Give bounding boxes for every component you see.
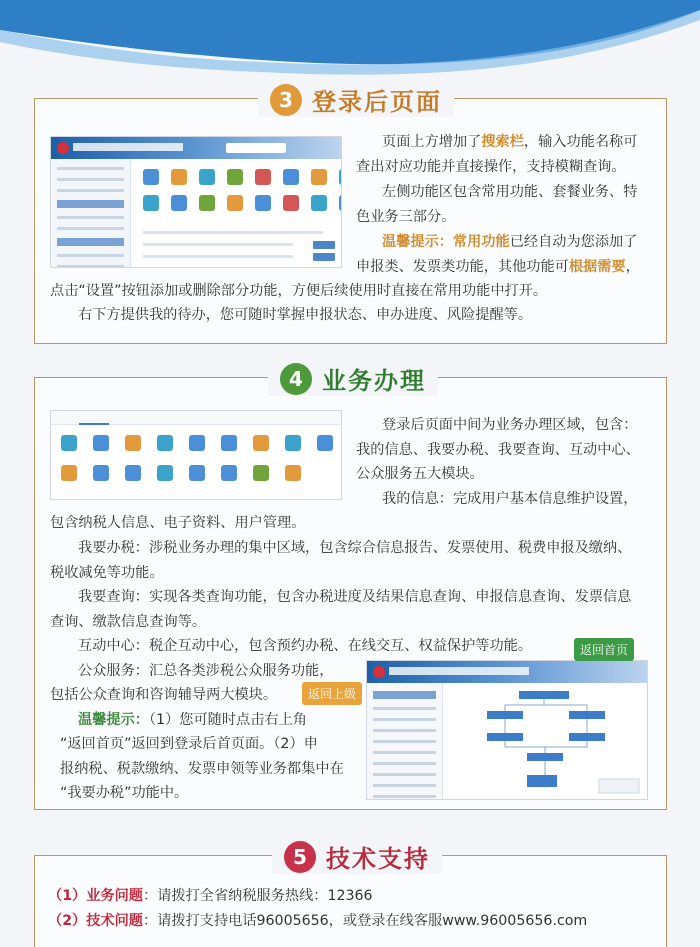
section4-line-14: “返回首页”返回到登录后首页面。（2）申	[60, 736, 318, 752]
section4-line-4: 我的信息：完成用户基本信息维护设置，	[382, 491, 638, 507]
section3-line-6: 申报类、发票类功能，其他功能可根据需要，	[356, 259, 640, 275]
section4-line-16: “我要办税”功能中。	[60, 785, 189, 801]
section-heading: 登录后页面	[312, 88, 442, 116]
support-line-technical: （2）技术问题：请拨打支持电话96005656，或登录在线客服www.96005656.com	[48, 913, 588, 929]
section-5-title	[272, 839, 442, 874]
section-heading: 业务办理	[322, 367, 426, 395]
section3-line-7: 点击“设置”按钮添加或删除部分功能，方便后续使用时直接在常用功能中打开。	[50, 283, 548, 299]
section-number-badge: 5	[284, 841, 316, 873]
section4-line-9: 查询、缴款信息查询等。	[50, 614, 207, 630]
header-wave-decoration	[0, 0, 700, 80]
section-number-badge: 3	[270, 84, 302, 116]
section-3-title	[258, 82, 454, 117]
section4-line-3: 公众服务五大模块。	[356, 466, 484, 482]
screenshot-title-bar	[389, 667, 529, 675]
return-up-button[interactable]: 返回上级	[302, 682, 362, 705]
section4-line-2: 我的信息、我要办税、我要查询、互动中心、	[356, 442, 640, 458]
section3-tip-line: 温馨提示：常用功能已经自动为您添加了	[382, 234, 638, 250]
section-4-title	[268, 361, 438, 396]
screenshot-title-bar	[73, 143, 183, 151]
section4-line-8: 我要查询：实现各类查询功能，包含办税进度及结果信息查询、申报信息查询、发票信息	[78, 589, 632, 605]
section3-line-8: 右下方提供我的待办，您可随时掌握申报状态、申办进度、风险提醒等。	[78, 307, 533, 323]
screenshot-sidebar	[51, 159, 131, 267]
section3-line-2: 查出对应功能并直接操作，支持模糊查询。	[356, 159, 626, 175]
section3-line-3: 左侧功能区包含常用功能、套餐业务、特	[382, 184, 638, 200]
login-page-screenshot	[50, 136, 342, 268]
screenshot-header	[51, 137, 341, 159]
tax-emblem-icon	[373, 666, 385, 678]
screenshot-header	[367, 661, 647, 683]
section4-line-11: 公众服务：汇总各类涉税公众服务功能，	[78, 663, 334, 679]
section4-line-6: 我要办税：涉税业务办理的集中区域，包含综合信息报告、发票使用、税费申报及缴纳、	[78, 540, 632, 556]
support-line-business: （1）业务问题：请拨打全省纳税服务热线：12366	[48, 888, 373, 904]
flow-diagram	[449, 689, 645, 797]
screenshot-icon-grid	[143, 169, 342, 211]
screenshot-search-bar	[226, 143, 286, 153]
return-home-screenshot	[366, 660, 648, 800]
section-number-badge: 4	[280, 363, 312, 395]
section3-line-1: 页面上方增加了搜索栏，输入功能名称可	[382, 134, 638, 150]
section-heading: 技术支持	[326, 845, 430, 873]
section4-tip-line: 温馨提示：（1）您可随时点击右上角	[78, 712, 307, 728]
section4-line-7: 税收减免等功能。	[50, 565, 164, 581]
section4-line-15: 报纳税、税款缴纳、发票申领等业务都集中在	[60, 761, 344, 777]
section4-line-5: 包含纳税人信息、电子资料、用户管理。	[50, 515, 306, 531]
section4-line-10: 互动中心：税企互动中心，包含预约办税、在线交互、权益保护等功能。	[78, 638, 533, 654]
business-area-screenshot	[50, 410, 342, 500]
section4-line-1: 登录后页面中间为业务办理区域，包含：	[382, 417, 638, 433]
section4-line-12: 包括公众查询和咨询辅导两大模块。	[50, 687, 278, 703]
screenshot-sidebar	[367, 683, 443, 799]
business-icon-grid	[61, 435, 342, 481]
tax-emblem-icon	[57, 142, 69, 154]
section3-line-4: 色业务三部分。	[356, 209, 456, 225]
return-home-button[interactable]: 返回首页	[574, 638, 634, 661]
